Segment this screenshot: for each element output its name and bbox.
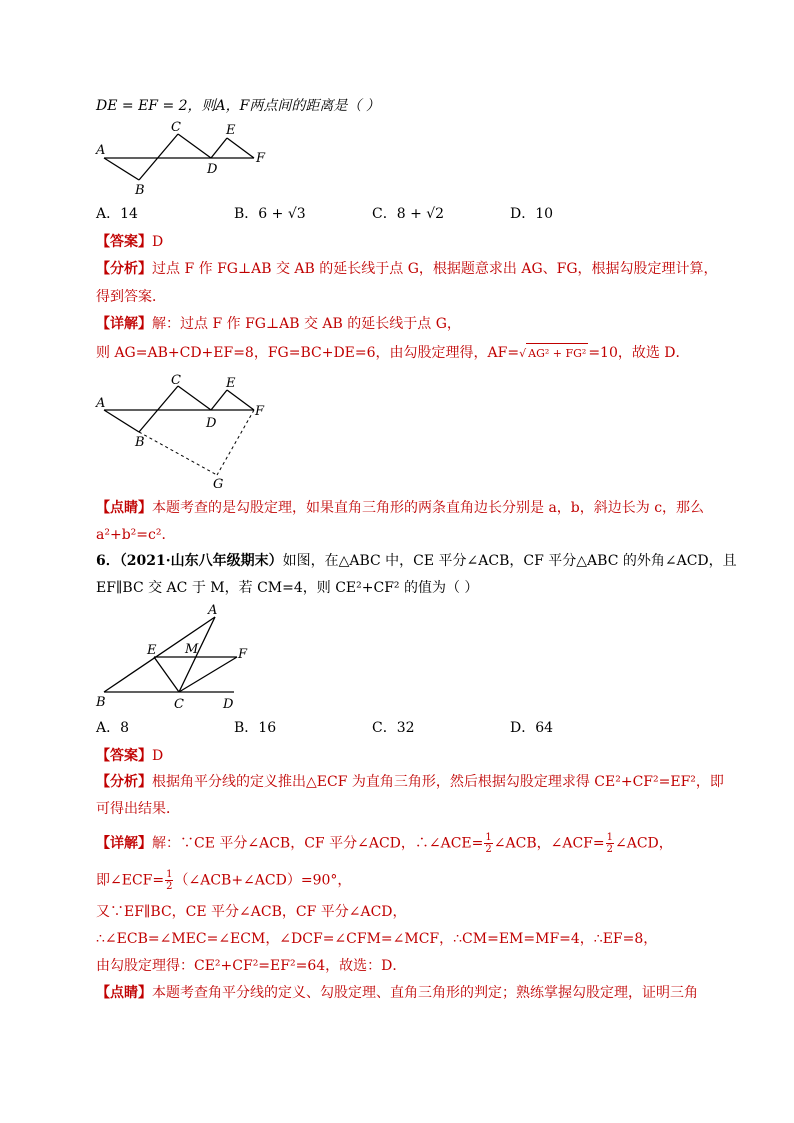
fig2-label-e: E (226, 376, 236, 391)
fig3-label-e: E (147, 643, 157, 658)
fig3-label-b: B (96, 695, 106, 710)
fig1-label-d: D (207, 162, 218, 177)
q5-comment-2: a²+b²=c²． (96, 527, 176, 543)
detail-1-part-b: ∠ACB，∠ACF= (493, 835, 605, 852)
sqrt-expression: AG² + FG² (526, 343, 588, 364)
fig2-label-a: A (96, 396, 106, 411)
q6-stem-1 (96, 551, 737, 571)
fig3-label-a: A (208, 603, 218, 618)
q5-detail-1 (96, 314, 461, 334)
detail-2-part-b: =10，故选 D． (588, 345, 690, 361)
comment-tag: 【点睛】 (96, 500, 152, 516)
fig3-label-d: D (223, 697, 234, 712)
fig1-label-c: C (171, 120, 181, 135)
detail-tag: 【详解】 (96, 316, 152, 332)
q5-detail-2: 则 AG=AB+CD+EF=8，FG=BC+DE=6，由勾股定理得，AF=√ AG² + FG² =10，故选 D． (96, 343, 690, 364)
q6-answer (96, 746, 163, 766)
q5-option-c: C．8 + √2 (372, 206, 445, 222)
q6-analysis-1 (96, 772, 724, 792)
fig1-label-e: E (226, 123, 236, 138)
detail-2-part-a: 则 AG=AB+CD+EF=8，FG=BC+DE=6，由勾股定理得，AF= (96, 345, 520, 361)
analysis-tag: 【分析】 (96, 774, 152, 790)
answer-tag: 【答案】 (96, 748, 152, 764)
answer-tag: 【答案】 (96, 234, 152, 250)
comment-text: 本题考查的是勾股定理，如果直角三角形的两条直角边长分别是 a，b，斜边长为 c，那么 (152, 500, 705, 516)
q6-detail-5: 由勾股定理得：CE²+CF²=EF²=64，故选：D． (96, 958, 407, 974)
q6-source: （2021·山东八年级期末） (119, 553, 283, 569)
detail-2-part-a: 即∠ECF= (96, 872, 165, 889)
q6-stem-text: 如图，在△ABC 中，CE 平分∠ACB，CF 平分△ABC 的外角∠ACD，且 (282, 553, 737, 569)
q6-number: 6． (96, 553, 120, 569)
answer-value: D (152, 748, 164, 764)
q6-detail-1 (96, 832, 673, 855)
q6-detail-2 (96, 869, 351, 892)
q6-analysis-2: 可得出结果． (96, 801, 180, 817)
q6-detail-4: ∴∠ECB=∠MEC=∠ECM，∠DCF=∠CFM=∠MCF，∴CM=EM=MF=4，∴EF=8， (96, 931, 658, 947)
q6-option-a: A．8 (96, 720, 130, 736)
fig3-label-c: C (174, 697, 184, 712)
fig3-label-m: M (185, 642, 199, 657)
fig2-label-f: F (255, 404, 265, 419)
analysis-text: 根据角平分线的定义推出△ECF 为直角三角形，然后根据勾股定理求得 CE²+CF²=EF²，即 (152, 774, 724, 790)
detail-text: 解：过点 F 作 FG⊥AB 交 AB 的延长线于点 G， (152, 316, 461, 332)
q6-stem-2: EF∥BC 交 AC 于 M，若 CM=4，则 CE²+CF² 的值为（ ） (96, 580, 479, 596)
analysis-tag: 【分析】 (96, 261, 152, 277)
fraction-half: $\frac{1}{2}$ (606, 832, 613, 855)
analysis-text: 过点 F 作 FG⊥AB 交 AB 的延长线于点 G，根据题意求出 AG、FG，根据勾股定理计算， (152, 261, 718, 277)
q5-option-a: A．14 (96, 206, 138, 222)
q6-option-c: C．32 (372, 720, 415, 736)
fig2-label-c: C (171, 373, 181, 388)
answer-value: D (152, 234, 164, 250)
q6-figure (92, 600, 252, 712)
q6-detail-3: 又∵EF∥BC，CE 平分∠ACB，CF 平分∠ACD， (96, 904, 407, 920)
q6-option-b: B．16 (234, 720, 277, 736)
fig2-label-b: B (135, 435, 145, 450)
detail-2-part-b: （∠ACB+∠ACD）=90°， (174, 872, 352, 889)
fig1-label-a: A (96, 143, 106, 158)
fig2-label-g: G (213, 477, 224, 492)
q5-analysis-2: 得到答案． (96, 289, 166, 305)
fig1-label-b: B (135, 183, 145, 198)
q5-analysis-1 (96, 259, 718, 279)
fraction-half: $\frac{1}{2}$ (166, 869, 173, 892)
q5-figure-1 (92, 118, 282, 198)
q5-comment-1 (96, 498, 704, 518)
q5-figure-2 (92, 370, 282, 492)
fraction-half: $\frac{1}{2}$ (485, 832, 492, 855)
q5-option-d: D．10 (510, 206, 554, 222)
q6-option-d: D．64 (510, 720, 554, 736)
detail-tag: 【详解】 (96, 835, 152, 852)
q6-comment-1 (96, 983, 698, 1003)
q5-option-b: B．6 + √3 (234, 206, 306, 222)
fig1-label-f: F (256, 151, 266, 166)
fig3-label-f: F (238, 647, 248, 662)
detail-1-part-c: ∠ACD， (614, 835, 673, 852)
fig2-label-d: D (206, 416, 217, 431)
detail-1-part-a: 解：∵CE 平分∠ACB，CF 平分∠ACD，∴∠ACE= (152, 835, 484, 852)
q5-answer (96, 232, 163, 252)
comment-tag: 【点睛】 (96, 985, 152, 1001)
q5-stem-tail: DE = EF = 2，则A，F两点间的距离是（ ） (96, 98, 380, 114)
comment-text: 本题考查角平分线的定义、勾股定理、直角三角形的判定；熟练掌握勾股定理，证明三角 (152, 985, 698, 1001)
